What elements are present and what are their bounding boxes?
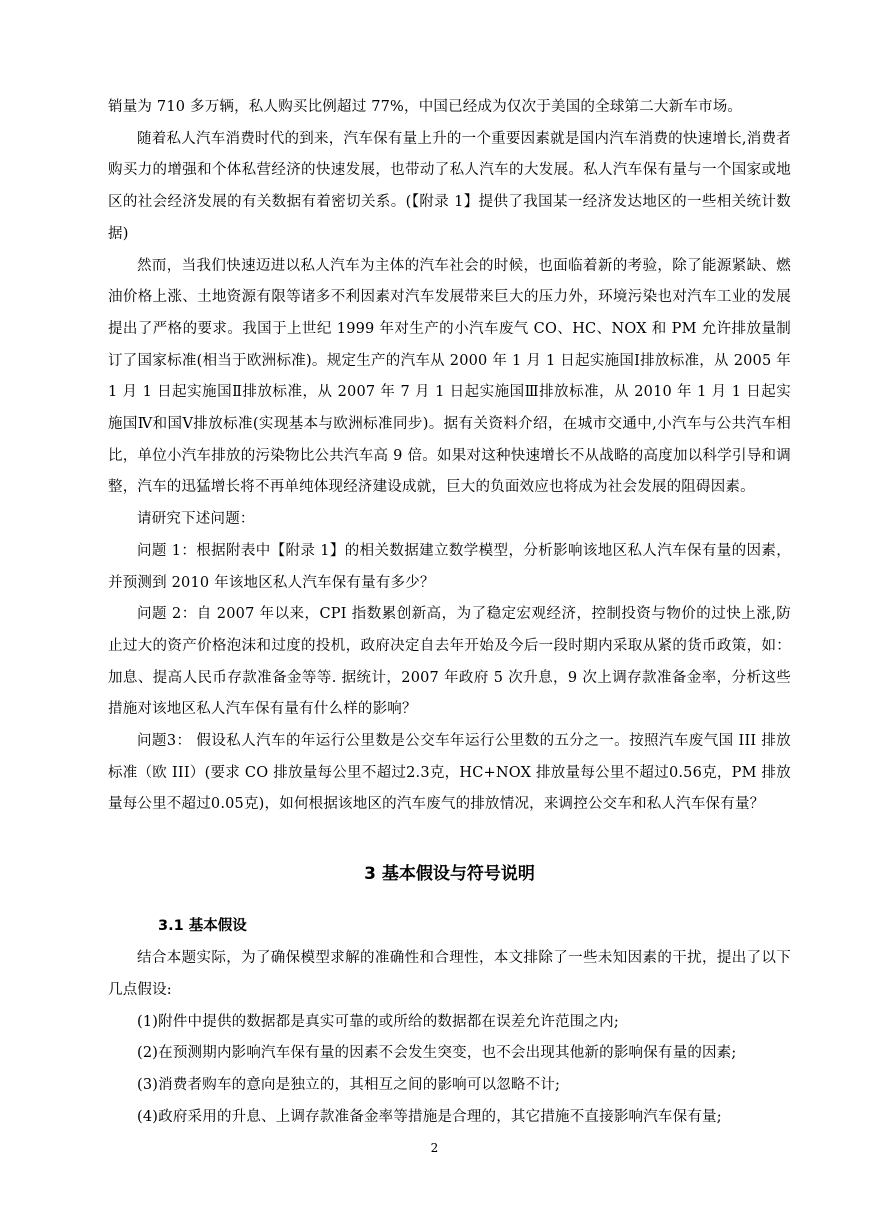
paragraph-research-intro: 请研究下述问题： xyxy=(137,511,255,528)
section-title: 3 基本假设与符号说明 xyxy=(364,864,535,885)
paragraph-assumptions-intro: 结合本题实际，为了确保模型求解的准确性和合理性，本文排除了一些未知因素的干扰，提出了以下几点假设: xyxy=(108,950,791,998)
subsection-title: 3.1 基本假设 xyxy=(158,918,247,935)
paragraph-consumption: 随着私人汽车消费时代的到来，汽车保有量上升的一个重要因素就是国内汽车消费的快速增长,消费者购买力的增强和个体私营经济的快速发展，也带动了私人汽车的大发展。私人汽车保有量与一个国家或地区的社会经济发展的有关数据有着密切关系。(【附录 1】提供了我国某一经济发达地区的一些相关统计数据) xyxy=(108,130,791,242)
paragraph-question-1: 问题 1：根据附表中【附录 1】的相关数据建立数学模型，分析影响该地区私人汽车保有量的因素，并预测到 2010 年该地区私人汽车保有量有多少？ xyxy=(108,542,791,591)
assumption-item: (2)在预测期内影响汽车保有量的因素不会发生突变，也不会出现其他新的影响保有量的因素; xyxy=(137,1045,737,1062)
assumption-item: (1)附件中提供的数据都是真实可靠的或所给的数据都在误差允许范围之内; xyxy=(137,1013,619,1030)
paragraph-question-2: 问题 2：自 2007 年以来，CPI 指数累创新高，为了稳定宏观经济，控制投资与物价的过快上涨,防止过大的资产价格泡沫和过度的投机，政府决定自去年开始及今后一段时期内采取从紧的货币政策，如：加息、提高人民币存款准备金等等. 据统计，2007 年政府 5 次升息，9 次上调存款准备金率，分析这些措施对该地区私人汽车保有量有什么样的影响？ xyxy=(108,606,791,718)
page-body xyxy=(108,92,791,1133)
assumption-item: (3)消费者购车的意向是独立的，其相互之间的影响可以忽略不计; xyxy=(137,1076,561,1093)
paragraph-question-3: 问题3： 假设私人汽车的年运行公里数是公交车年运行公里数的五分之一。按照汽车废气国 III 排放标准（欧 III）(要求 CO 排放量每公里不超过2.3克，HC+NOX 排放量每公里不超过0.56克，PM 排放量每公里不超过0.05克)，如何根据该地区的汽车废气的排放情况，来调控公交车和私人汽车保有量？ xyxy=(108,733,791,813)
paragraph-continuation: 销量为 710 多万辆，私人购买比例超过 77%，中国已经成为仅次于美国的全球第二大新车市场。 xyxy=(108,99,743,115)
paragraph-emission-standards: 然而，当我们快速迈进以私人汽车为主体的汽车社会的时候，也面临着新的考验，除了能源紧缺、燃油价格上涨、土地资源有限等诸多不利因素对汽车发展带来巨大的压力外，环境污染也对汽车工业的发展提出了严格的要求。我国于上世纪 1999 年对生产的小汽车废气 CO、HC、NOX 和 PM 允许排放量制订了国家标准(相当于欧洲标准)。规定生产的汽车从 2000 年 1 月 1 日起实施国Ⅰ排放标准，从 2005 年 1 月 1 日起实施国Ⅱ排放标准，从 2007 年 7 月 1 日起实施国Ⅲ排放标准，从 2010 年 1 月 1 日起实施国Ⅳ和国Ⅴ排放标准(实现基本与欧洲标准同步)。据有关资料介绍，在城市交通中,小汽车与公共汽车相比，单位小汽车排放的污染物比公共汽车高 9 倍。如果对这种快速增长不从战略的高度加以科学引导和调整，汽车的迅猛增长将不再单纯体现经济建设成就，巨大的负面效应也将成为社会发展的阻碍因素。 xyxy=(108,257,791,496)
assumption-item: (4)政府采用的升息、上调存款准备金率等措施是合理的，其它措施不直接影响汽车保有量; xyxy=(137,1108,722,1125)
page-number: 2 xyxy=(430,1141,439,1155)
